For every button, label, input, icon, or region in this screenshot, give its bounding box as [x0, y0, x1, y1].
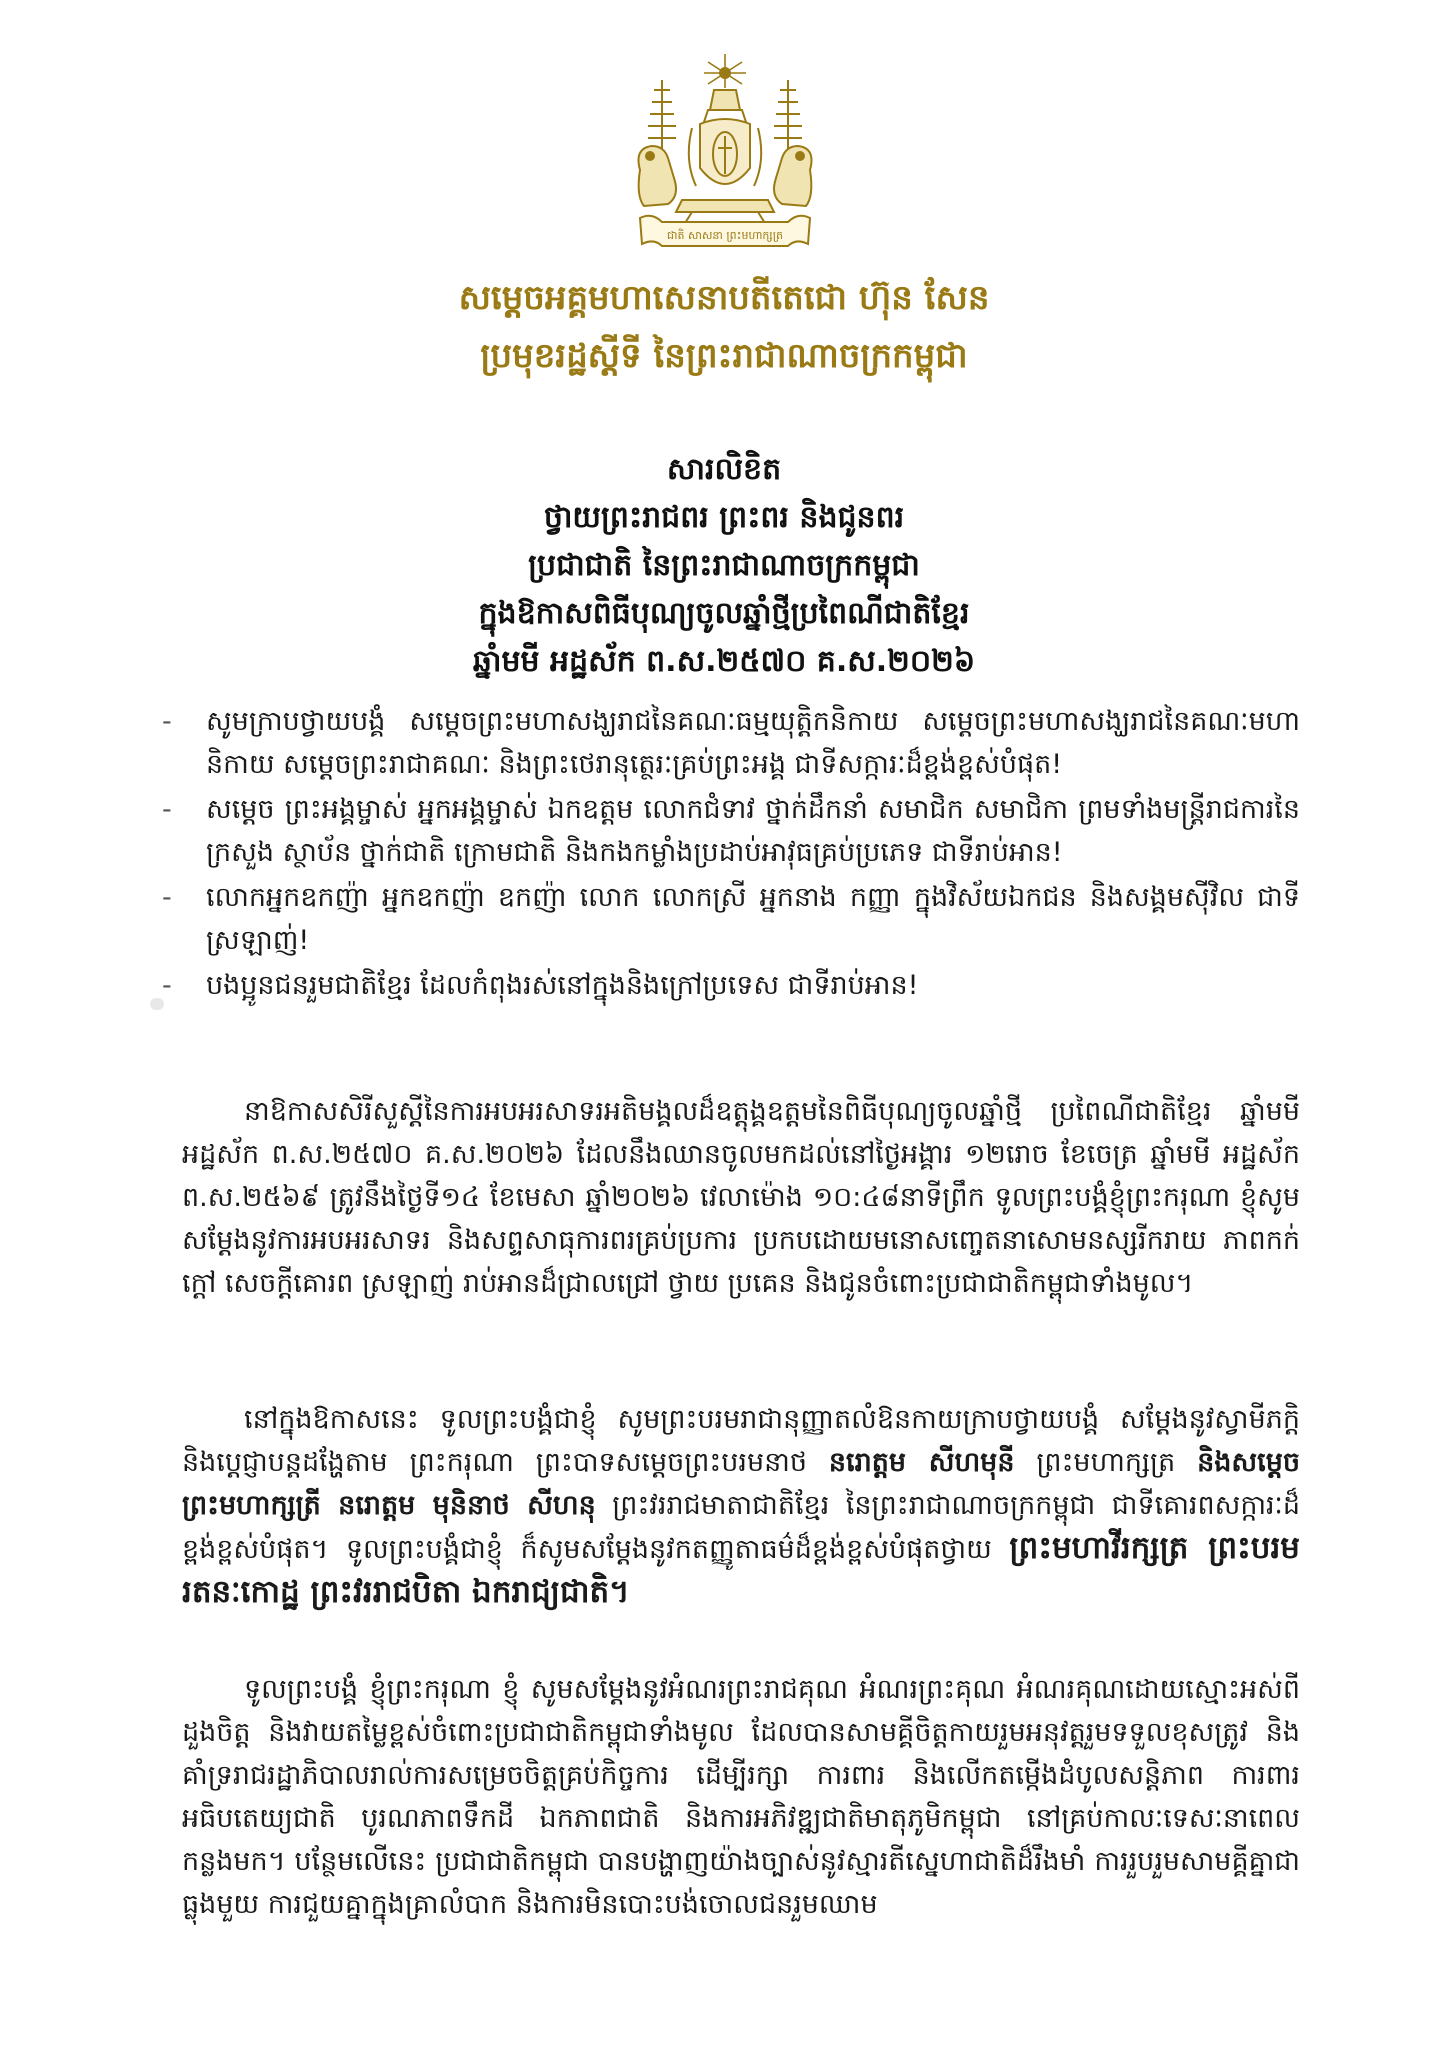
addressee-list: [162, 700, 1300, 1009]
bullet-dash-icon: -: [162, 706, 172, 737]
paragraph-gratitude: ទូលព្រះបង្គំ ខ្ញុំព្រះករុណា ខ្ញុំ សូមសម្តែងនូវអំណរព្រះរាជគុណ អំណរព្រះគុណ អំណរគុណដោយស្មោះអស់ពីដួងចិត្ត និងវាយតម្លៃខ្ពស់ចំពោះប្រជាជាតិកម្ពុជាទាំងមូល ដែលបានសាមគ្គីចិត្តកាយរួមអនុវត្តរួមទទួលខុសត្រូវ និងគាំទ្ររាជរដ្ឋាភិបាលរាល់ការសម្រេចចិត្តគ្រប់កិច្ចការ ដើម្បីរក្សា ការពារ និងលើកតម្កើងដំបូលសន្តិភាព ការពារអធិបតេយ្យជាតិ បូរណភាពទឹកដី ឯកភាពជាតិ និងការអភិវឌ្ឍជាតិមាតុភូមិកម្ពុជា នៅគ្រប់កាលៈទេសៈនាពេលកន្លងមក។ បន្ថែមលើនេះ ប្រជាជាតិកម្ពុជា បានបង្ហាញយ៉ាងច្បាស់នូវស្មារតីស្នេហាជាតិដ៏រឹងមាំ ការរួបរួមសាមគ្គីគ្នាជាធ្លុងមួយ ការជួយគ្នាក្នុងគ្រាលំបាក និងការមិនបោះបង់ចោលជនរួមឈាម: [182, 1674, 1300, 1920]
king-name: នរោត្តម សីហមុនី: [828, 1447, 1015, 1478]
royal-crest-icon: [622, 50, 828, 262]
addressee-item: [162, 788, 1300, 874]
position-line: ប្រមុខរដ្ឋស្តីទី នៃព្រះរាជាណាចក្រកម្ពុជា: [480, 336, 968, 376]
bullet-dash-icon: -: [162, 970, 172, 1001]
doc-title-line-4: ក្នុងឱកាសពិធីបុណ្យចូលឆ្នាំថ្មីប្រពៃណីជាតិខ្មែរ: [478, 596, 970, 631]
addressee-item: [162, 964, 1300, 1007]
paragraph-royal-homage: [182, 1398, 1300, 1615]
doc-title-line-2: ថ្វាយព្រះរាជពរ ព្រះពរ និងជូនពរ: [543, 500, 905, 535]
doc-title-line-1: សារលិខិត: [666, 452, 782, 487]
seal-motto: ជាតិ សាសនា ព្រះមហាក្សត្រ: [667, 229, 783, 242]
addressee-item: [162, 876, 1300, 962]
royal-crest: [622, 50, 828, 262]
addressee-text: សម្តេច ព្រះអង្គម្ចាស់ អ្នកអង្គម្ចាស់ ឯកឧត្តម លោកជំទាវ ថ្នាក់ដឹកនាំ សមាជិក សមាជិកា ព្រមទាំងមន្ត្រីរាជការនៃក្រសួង ស្ថាប័ន ថ្នាក់ជាតិ ក្រោមជាតិ និងកងកម្លាំងប្រដាប់អាវុធគ្រប់ប្រភេទ ជាទីរាប់អាន!: [206, 794, 1300, 868]
scan-mark: [150, 998, 164, 1010]
doc-title-line-3: ប្រជាជាតិ នៃព្រះរាជាណាចក្រកម្ពុជា: [528, 548, 920, 583]
paragraph-text: ព្រះវររាជមាតាជាតិខ្មែរ នៃព្រះរាជាណាចក្រកម្ពុជា ជាទីគោរពសក្ការៈដ៏ខ្ពង់ខ្ពស់បំផុត។ ទូលព្រះបង្គំជាខ្ញុំ ក៏សូមសម្តែងនូវកតញ្ញូតាធម៌ដ៏ខ្ពង់ខ្ពស់បំផុតថ្វាយ: [182, 1490, 1300, 1565]
queen-mother-name: និងសម្តេចព្រះមហាក្សត្រី នរោត្តម មុនិនាថ សីហនុ: [182, 1447, 1300, 1521]
bullet-dash-icon: -: [162, 882, 172, 913]
addressee-text: សូមក្រាបថ្វាយបង្គំ សម្តេចព្រះមហាសង្ឃរាជនៃគណៈធម្មយុត្តិកនិកាយ សម្តេចព្រះមហាសង្ឃរាជនៃគណៈមហានិកាយ សម្តេចព្រះរាជាគណៈ និងព្រះថេរានុត្ថេរៈគ្រប់ព្រះអង្គ ជាទីសក្ការៈដ៏ខ្ពង់ខ្ពស់បំផុត!: [206, 706, 1300, 780]
addressee-text: លោកអ្នកឧកញ៉ា អ្នកឧកញ៉ា ឧកញ៉ា លោក លោកស្រី អ្នកនាង កញ្ញា ក្នុងវិស័យឯកជន និងសង្គមស៊ីវិល ជាទីស្រឡាញ់!: [206, 882, 1300, 956]
addressee-item: [162, 700, 1300, 786]
author-line: សម្តេចអគ្គមហាសេនាបតីតេជោ ហ៊ុន សែន: [458, 278, 990, 318]
paragraph-text: នៅក្នុងឱកាសនេះ ទូលព្រះបង្គំជាខ្ញុំ សូមព្រះបរមរាជានុញ្ញាតលំឱនកាយក្រាបថ្វាយបង្គំ សម្តែងនូវស្វាមីភក្តិ និងប្តេជ្ញាបន្តដង្ហែតាម ព្រះករុណា ព្រះបាទសម្តេចព្រះបរមនាថ: [182, 1404, 1300, 1478]
paragraph-greeting: នាឱកាសសិរីសួស្តីនៃការអបអរសាទរអតិមង្គលដ៏ឧត្តុង្គឧត្តមនៃពិធីបុណ្យចូលឆ្នាំថ្មី ប្រពៃណីជាតិខ្មែរ ឆ្នាំមមី អដ្ឋស័ក ព.ស.២៥៧០ គ.ស.២០២៦ ដែលនឹងឈានចូលមកដល់នៅថ្ងៃអង្គារ ១២រោច ខែចេត្រ ឆ្នាំមមី អដ្ឋស័ក ព.ស.២៥៦៩ ត្រូវនឹងថ្ងៃទី១៤ ខែមេសា ឆ្នាំ២០២៦ វេលាម៉ោង ១០:៤៨នាទីព្រឹក ទូលព្រះបង្គំខ្ញុំព្រះករុណា ខ្ញុំសូមសម្តែងនូវការអបអរសាទរ និងសព្ទសាធុការពរគ្រប់ប្រការ ប្រកបដោយមនោសញ្ចេតនាសោមនស្សរីករាយ ភាពកក់ក្តៅ សេចក្តីគោរព ស្រឡាញ់ រាប់អានដ៏ជ្រាលជ្រៅ ថ្វាយ ប្រគេន និងជូនចំពោះប្រជាជាតិកម្ពុជាទាំងមូល។: [182, 1096, 1300, 1299]
addressee-text: បងប្អូនជនរួមជាតិខ្មែរ ដែលកំពុងរស់នៅក្នុងនិងក្រៅប្រទេស ជាទីរាប់អាន!: [206, 970, 919, 1001]
doc-title-line-5: ឆ្នាំមមី អដ្ឋស័ក ព.ស.២៥៧០ គ.ស.២០២៦: [472, 644, 976, 679]
bullet-dash-icon: -: [162, 794, 172, 825]
king-father-title: ព្រះមហាវីរក្សត្រ ព្រះបរមរតនៈកោដ្ឋ ព្រះវររាជបិតា ឯករាជ្យជាតិ។: [182, 1530, 1300, 1610]
paragraph-text: ព្រះមហាក្សត្រ: [1036, 1447, 1176, 1478]
